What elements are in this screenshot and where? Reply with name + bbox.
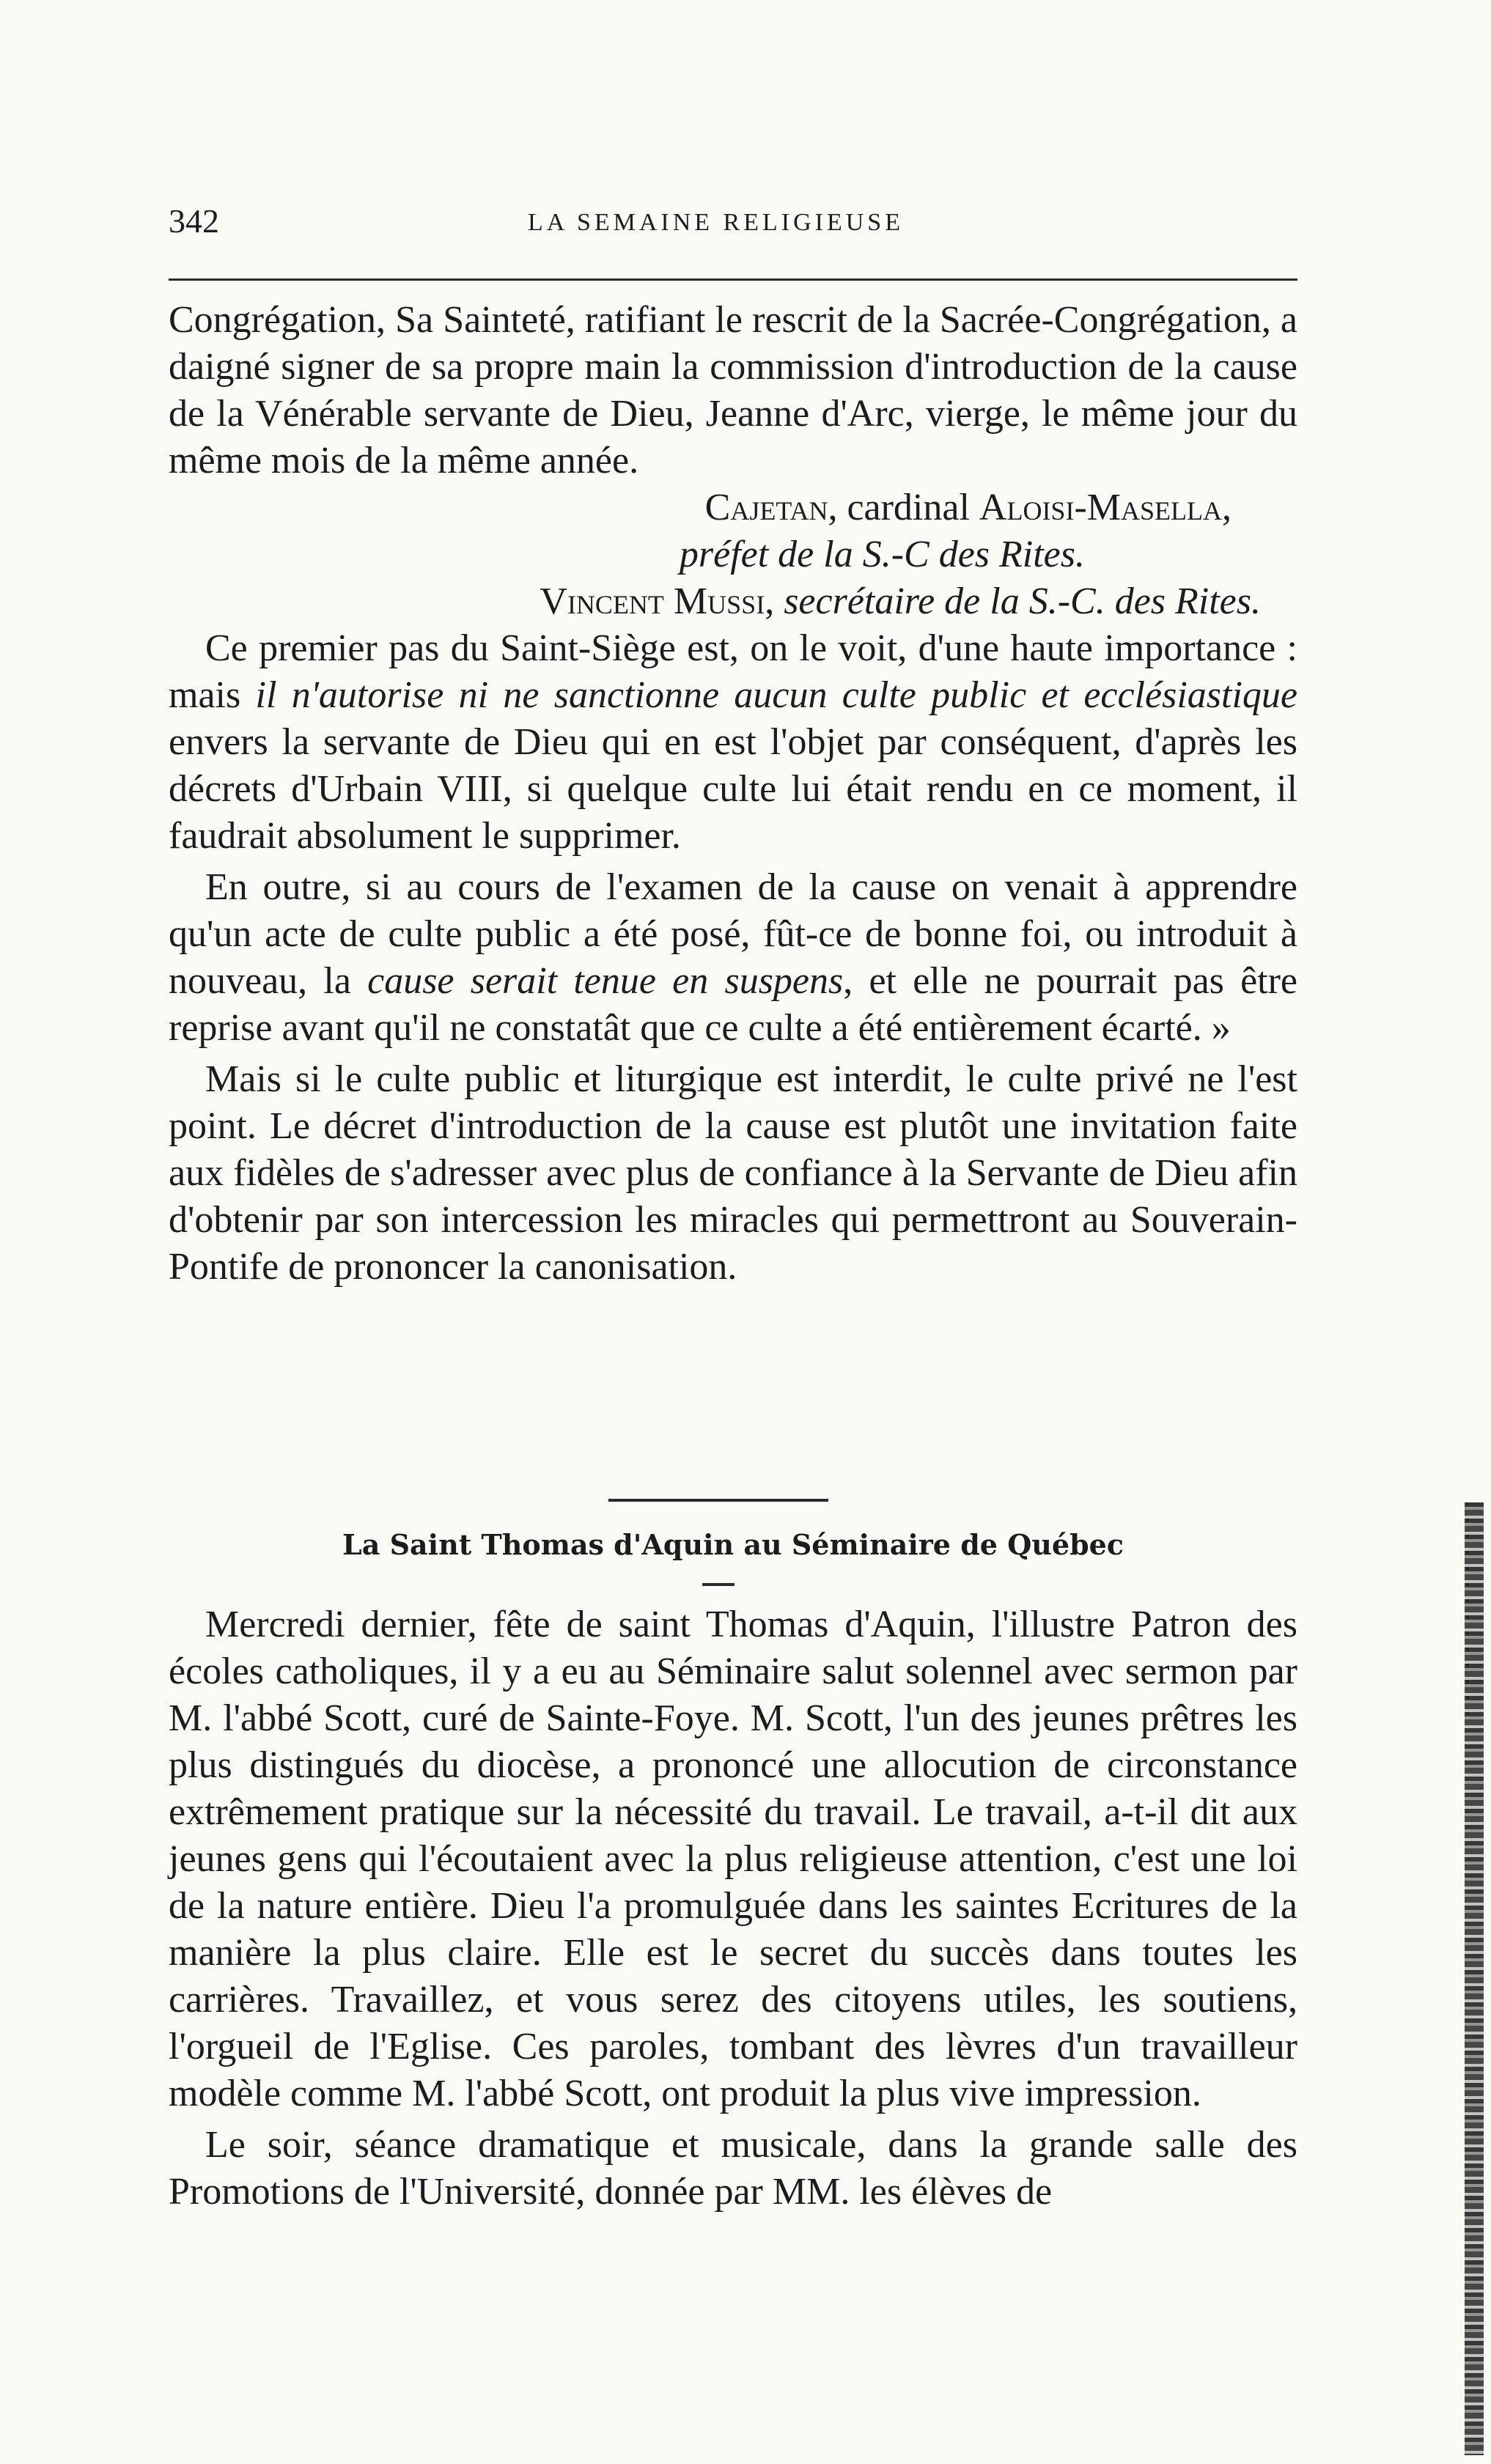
signature-secretary-title: secrétaire de la S.-C. des Rites. <box>784 580 1261 622</box>
signature-cardinal-comma: , <box>1222 487 1232 528</box>
signature-secretary-sep: , <box>765 580 784 622</box>
paragraph-2-italic: il n'autorise ni ne sanctionne aucun culte public et ecclésiastique <box>255 674 1297 716</box>
scan-edge-strip <box>1465 1502 1484 2455</box>
section-divider <box>608 1499 828 1502</box>
paragraph-3-start: En outre, si au cours de l'examen de la cause on venait à apprendre qu'un acte de culte public a été posé, fût-ce de bonne foi, ou introduit à nouveau, la <box>169 866 1297 1002</box>
article-continuation <box>169 297 1297 1291</box>
signature-cardinal-title: , cardinal <box>828 487 979 528</box>
running-head: LA SEMAINE RELIGIEUSE <box>528 209 904 236</box>
signature-cardinal-surname: Aloisi-Masella <box>979 487 1222 528</box>
section-title: La Saint Thomas d'Aquin au Séminaire de Québec <box>342 1528 1124 1561</box>
paragraph-3-italic: cause serait tenue en suspens <box>367 960 844 1002</box>
signature-cardinal <box>169 484 1297 531</box>
signature-prefect: préfet de la S.-C des Rites. <box>679 534 1085 575</box>
page-header <box>169 202 1297 246</box>
paragraph-2-end: envers la servante de Dieu qui en est l'objet par conséquent, d'après les décrets d'Urbain VIII, si quelque culte lui était rendu en ce moment, il faudrait absolument le supprimer. <box>169 721 1297 857</box>
signature-secretary-name: Vincent Mussi <box>540 580 765 622</box>
signature-cardinal-name: Cajetan <box>704 487 828 528</box>
paragraph-4: Mais si le culte public et liturgique est interdit, le culte privé ne l'est point. Le décret d'introduction de la cause est plutôt une invitation faite aux fidèles de s'adresser avec plus de confiance à la Servante de Dieu afin d'obtenir par son intercession les miracles qui permettront au Souverain-Pontife de prononcer la canonisation. <box>169 1058 1297 1288</box>
section-body <box>169 1601 1297 2216</box>
section-paragraph-1: Mercredi dernier, fête de saint Thomas d'Aquin, l'illustre Patron des écoles catholiques, il y a eu au Séminaire salut solennel avec sermon par M. l'abbé Scott, curé de Sainte-Foye. M. Scott, l'un des jeunes prêtres les plus distingués du diocèse, a prononcé une allocution de circonstance extrêmement pratique sur la nécessité du travail. Le travail, a-t-il dit aux jeunes gens qui l'écoutaient avec la plus religieuse attention, c'est une loi de la nature entière. Dieu l'a promulguée dans les saintes Ecritures de la manière la plus claire. Elle est le secret du succès dans toutes les carrières. Travaillez, et vous serez des citoyens utiles, les soutiens, l'orgueil de l'Eglise. Ces paroles, tombant des lèvres d'un travailleur modèle comme M. l'abbé Scott, ont produit la plus vive impression. <box>169 1604 1297 2114</box>
paragraph-1: Congrégation, Sa Sainteté, ratifiant le rescrit de la Sacrée-Congrégation, a daigné signer de sa propre main la commission d'introduction de la cause de la Vénérable servante de Dieu, Jeanne d'Arc, vierge, le même jour du même mois de la même année. <box>169 299 1297 482</box>
paragraph-2-start: Ce premier pas du Saint-Siège est, on le voit, d'une haute importance : mais <box>169 627 1297 716</box>
page-number: 342 <box>169 202 219 240</box>
paragraph-3 <box>169 864 1297 1052</box>
section-paragraph-2: Le soir, séance dramatique et musicale, dans la grande salle des Promotions de l'Université, donnée par MM. les élèves de <box>169 2124 1297 2213</box>
paragraph-3-end: , et elle ne pourrait pas être reprise avant qu'il ne constatât que ce culte a été entièrement écarté. » <box>169 960 1298 1049</box>
paragraph-2 <box>169 625 1297 860</box>
title-dash <box>702 1583 735 1586</box>
header-rule <box>169 279 1297 281</box>
signature-secretary <box>169 578 1297 625</box>
